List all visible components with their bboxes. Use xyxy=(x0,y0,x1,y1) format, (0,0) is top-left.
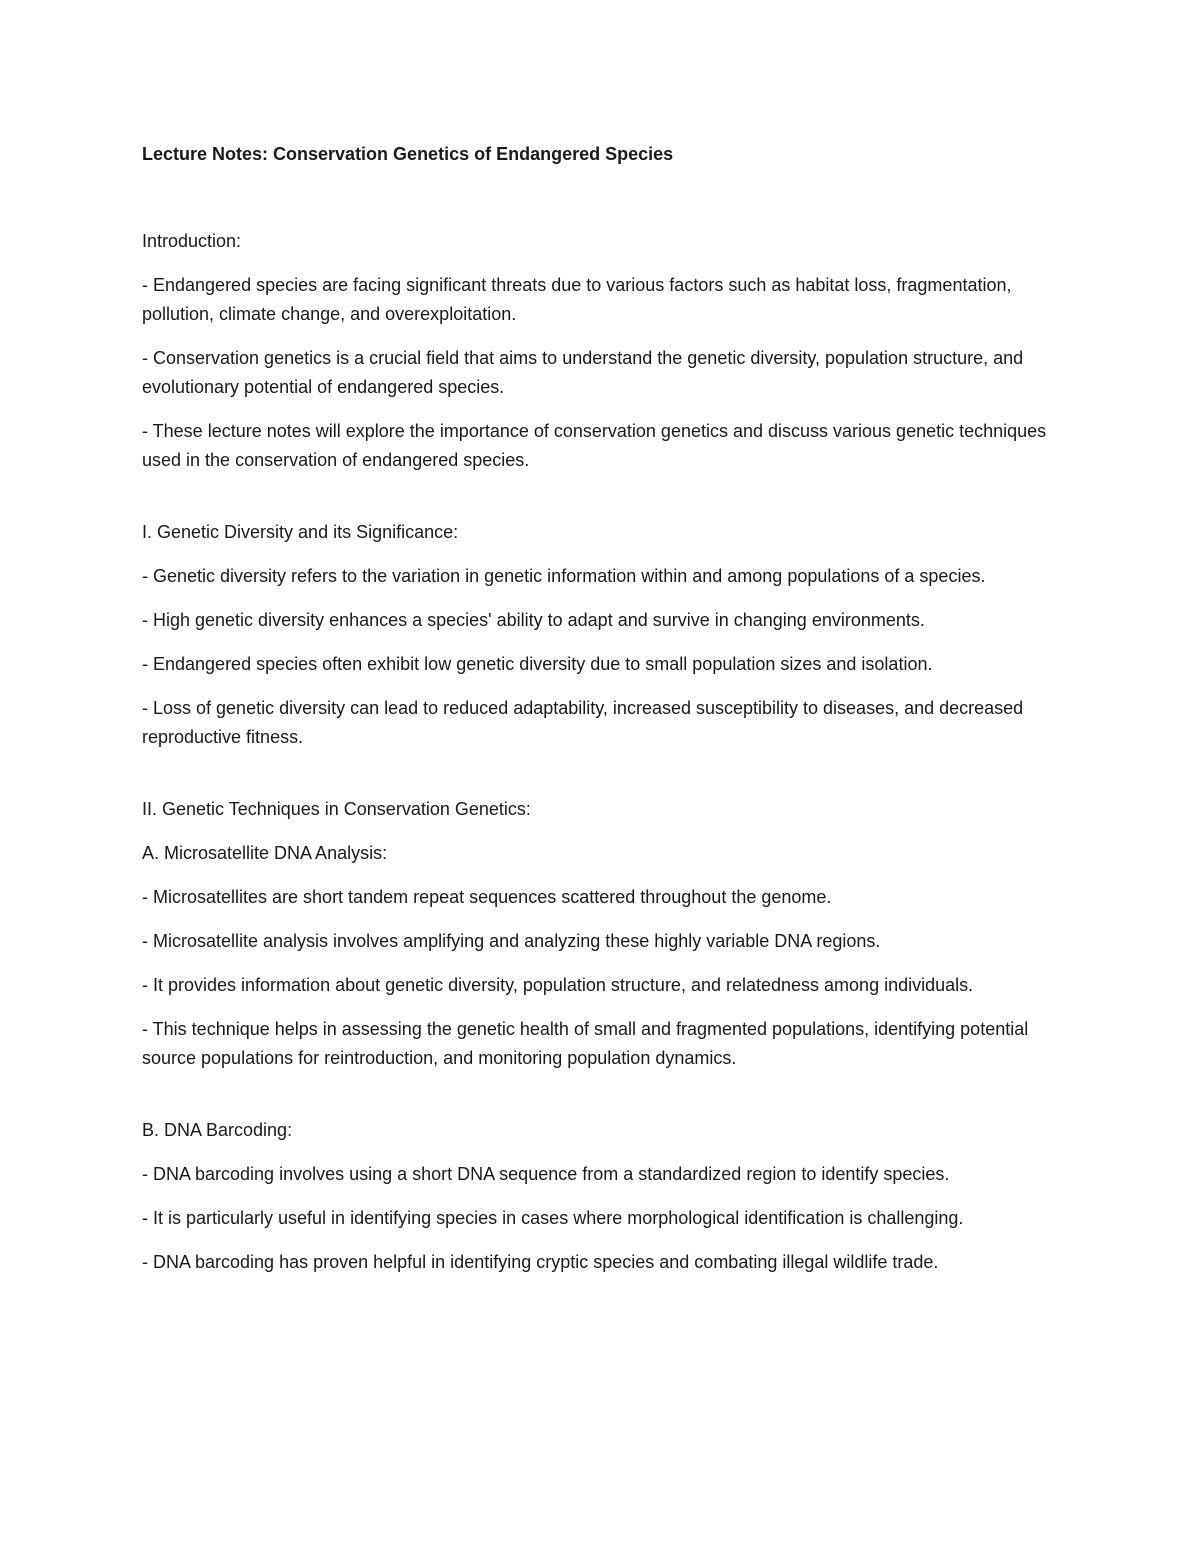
introduction-point: - These lecture notes will explore the importance of conservation genetics and discuss various genetic techniques used in the conservation of endangered species. xyxy=(142,421,1047,470)
section-2b-point: - It is particularly useful in identifying species in cases where morphological identification is challenging. xyxy=(142,1208,964,1228)
section-2b-point: - DNA barcoding has proven helpful in identifying cryptic species and combating illegal wildlife trade. xyxy=(142,1252,939,1272)
section-2a-heading: A. Microsatellite DNA Analysis: xyxy=(142,843,388,863)
section-2a-point: - Microsatellite analysis involves amplifying and analyzing these highly variable DNA regions. xyxy=(142,931,881,951)
section-1-point: - Loss of genetic diversity can lead to reduced adaptability, increased susceptibility to diseases, and decreased reproductive fitness. xyxy=(142,698,1024,747)
section-2a-point: - This technique helps in assessing the genetic health of small and fragmented populations, identifying potential source populations for reintroduction, and monitoring population dynamics. xyxy=(142,1019,1029,1068)
section-2a-point: - Microsatellites are short tandem repeat sequences scattered throughout the genome. xyxy=(142,887,832,907)
section-2b-heading: B. DNA Barcoding: xyxy=(142,1120,293,1140)
section-1-point: - Genetic diversity refers to the variation in genetic information within and among populations of a species. xyxy=(142,566,986,586)
section-1-point: - Endangered species often exhibit low genetic diversity due to small population sizes and isolation. xyxy=(142,654,933,674)
introduction-point: - Endangered species are facing significant threats due to various factors such as habitat loss, fragmentation, pollution, climate change, and overexploitation. xyxy=(142,275,1012,324)
introduction-point: - Conservation genetics is a crucial field that aims to understand the genetic diversity, population structure, and evolutionary potential of endangered species. xyxy=(142,348,1024,397)
section-2-heading: II. Genetic Techniques in Conservation Genetics: xyxy=(142,799,531,819)
section-1-heading: I. Genetic Diversity and its Significance: xyxy=(142,522,459,542)
document-body xyxy=(142,140,1062,1292)
introduction-heading: Introduction: xyxy=(142,231,242,251)
section-2b-point: - DNA barcoding involves using a short DNA sequence from a standardized region to identify species. xyxy=(142,1164,950,1184)
document-title: Lecture Notes: Conservation Genetics of Endangered Species xyxy=(142,144,674,164)
section-1-point: - High genetic diversity enhances a species' ability to adapt and survive in changing environments. xyxy=(142,610,925,630)
section-2a-point: - It provides information about genetic diversity, population structure, and relatedness among individuals. xyxy=(142,975,974,995)
